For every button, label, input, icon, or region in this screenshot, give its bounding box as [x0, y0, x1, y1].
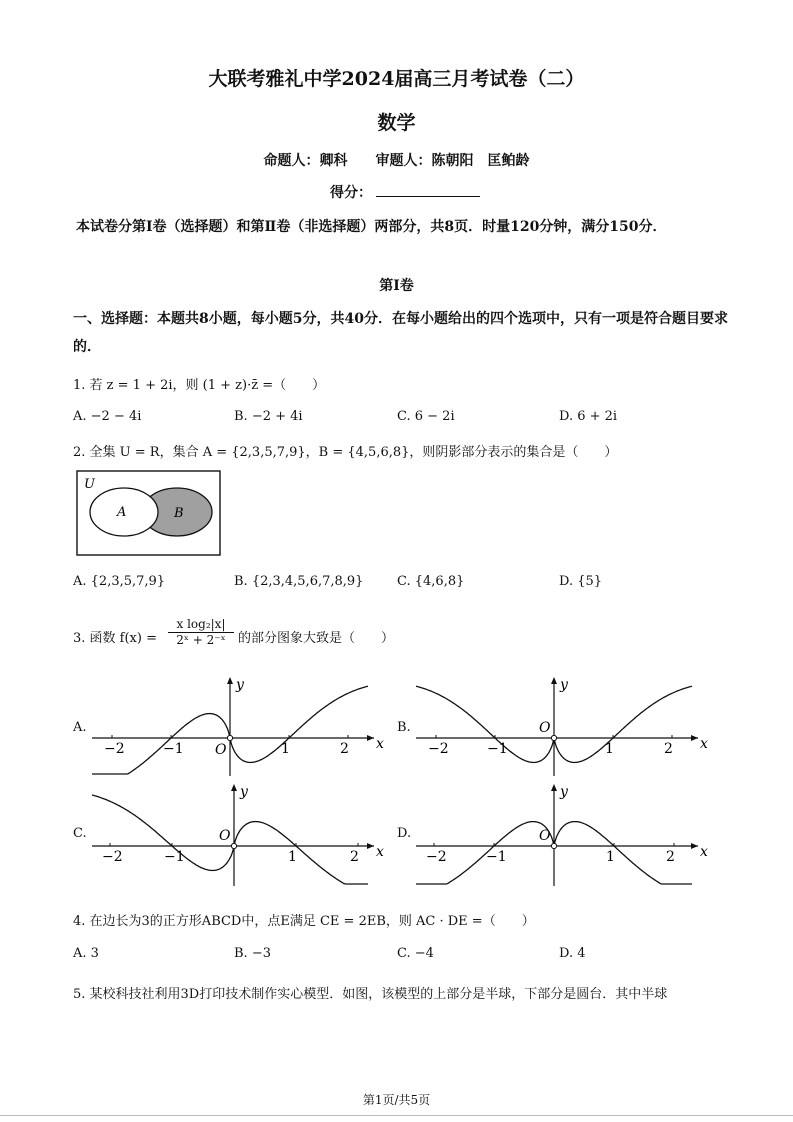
tick-label: −2 [102, 849, 123, 865]
tick-label: −2 [426, 849, 447, 865]
score-field [330, 182, 480, 202]
origin-hollow-point [551, 843, 556, 848]
q5-stem: 5. 某校科技社利用3D打印技术制作实心模型．如图，该模型的上部分是半球，下部分是圆台．其中半球 [73, 987, 668, 1002]
y-axis-label: y [236, 677, 244, 693]
section-heading: 一、选择题：本题共8小题，每小题5分，共40分．在每小题给出的四个选项中，只有一项是符合题目要求的． [73, 311, 728, 355]
score-blank [376, 182, 480, 197]
y-axis-label: y [240, 784, 248, 800]
x-axis-label: x [376, 844, 384, 860]
tick-label: 2 [664, 741, 673, 757]
graph-d [414, 780, 714, 888]
venn-label-b: B [174, 506, 184, 521]
exam-subject: 数学 [377, 112, 416, 134]
venn-label-a: A [117, 505, 127, 520]
exam-title: 大联考雅礼中学2024届高三月考试卷（二） [208, 68, 585, 90]
y-axis-arrow [551, 677, 557, 684]
tick-label: 1 [288, 849, 297, 865]
graph-a-label: A. [73, 720, 87, 735]
origin-label: O [539, 828, 551, 844]
q2-stem: 2. 全集 U = R，集合 A = {2,3,5,7,9}，B = {4,5,6,8}，则阴影部分表示的集合是（ ） [73, 445, 618, 460]
part-label: 第Ⅰ卷 [379, 278, 414, 294]
q3-numerator: x log₂|x| [168, 617, 234, 633]
tick-label: −2 [104, 741, 125, 757]
x-axis-arrow [691, 843, 698, 849]
x-axis-label: x [700, 844, 708, 860]
exam-intro: 本试卷分第Ⅰ卷（选择题）和第Ⅱ卷（非选择题）两部分，共8页．时量120分钟，满分150分． [76, 219, 667, 235]
x-axis-label: x [700, 736, 708, 752]
y-axis-arrow [551, 784, 557, 791]
q1-option-a: A. −2 − 4i [73, 409, 142, 424]
q2-option-c: C. {4,6,8} [397, 574, 465, 589]
tick-label: 1 [606, 849, 615, 865]
q2-option-d: D. {5} [559, 574, 603, 589]
y-axis-arrow [231, 784, 237, 791]
q4-option-b: B. −3 [234, 946, 271, 961]
tick-label: −1 [487, 741, 508, 757]
exam-authors: 命题人：卿科 审题人：陈朝阳 匡鲌龄 [263, 153, 530, 169]
origin-label: O [215, 742, 227, 758]
origin-hollow-point [551, 735, 556, 740]
q4-option-c: C. −4 [397, 946, 434, 961]
q3-stem-suffix: 的部分图象大致是（ ） [238, 631, 395, 646]
graph-c [90, 780, 390, 888]
graph-b [414, 673, 714, 778]
venn-label-u: U [84, 477, 95, 492]
origin-label: O [219, 828, 231, 844]
x-axis-label: x [376, 736, 384, 752]
q1-option-d: D. 6 + 2i [559, 409, 618, 424]
origin-label: O [539, 720, 551, 736]
tick-label: 1 [281, 741, 290, 757]
tick-label: 2 [666, 849, 675, 865]
q2-option-b: B. {2,3,4,5,6,7,8,9} [234, 574, 364, 589]
graph-d-label: D. [397, 826, 412, 841]
q4-option-a: A. 3 [73, 946, 99, 961]
q4-stem: 4. 在边长为3的正方形ABCD中，点E满足 CE = 2EB，则 AC · DE =（ ） [73, 914, 535, 929]
x-axis-arrow [691, 735, 698, 741]
y-axis-label: y [560, 677, 568, 693]
score-label: 得分： [330, 185, 372, 201]
q3-denominator: 2ˣ + 2⁻ˣ [176, 633, 226, 647]
tick-label: −2 [428, 741, 449, 757]
q1-option-c: C. 6 − 2i [397, 409, 455, 424]
tick-label: 1 [605, 741, 614, 757]
origin-hollow-point [231, 843, 236, 848]
page-footer: 第1页/共5页 [362, 1093, 431, 1107]
origin-hollow-point [227, 735, 232, 740]
tick-label: −1 [163, 741, 184, 757]
q1-option-b: B. −2 + 4i [234, 409, 303, 424]
x-axis-arrow [367, 735, 374, 741]
tick-label: −1 [164, 849, 185, 865]
q4-option-d: D. 4 [559, 946, 586, 961]
graph-a [90, 673, 390, 778]
graph-b-label: B. [397, 720, 411, 735]
tick-label: 2 [350, 849, 359, 865]
q3-fraction [168, 617, 234, 647]
graph-c-label: C. [73, 826, 87, 841]
q3-stem-prefix: 3. 函数 f(x) = [73, 631, 157, 646]
q1-stem: 1. 若 z = 1 + 2i，则 (1 + z)·z̄ =（ ） [73, 378, 326, 393]
tick-label: −1 [486, 849, 507, 865]
y-axis-arrow [227, 677, 233, 684]
footer-rule [0, 1115, 793, 1116]
y-axis-label: y [560, 784, 568, 800]
venn-diagram [76, 470, 222, 558]
q2-option-a: A. {2,3,5,7,9} [73, 574, 166, 589]
x-axis-arrow [367, 843, 374, 849]
tick-label: 2 [340, 741, 349, 757]
